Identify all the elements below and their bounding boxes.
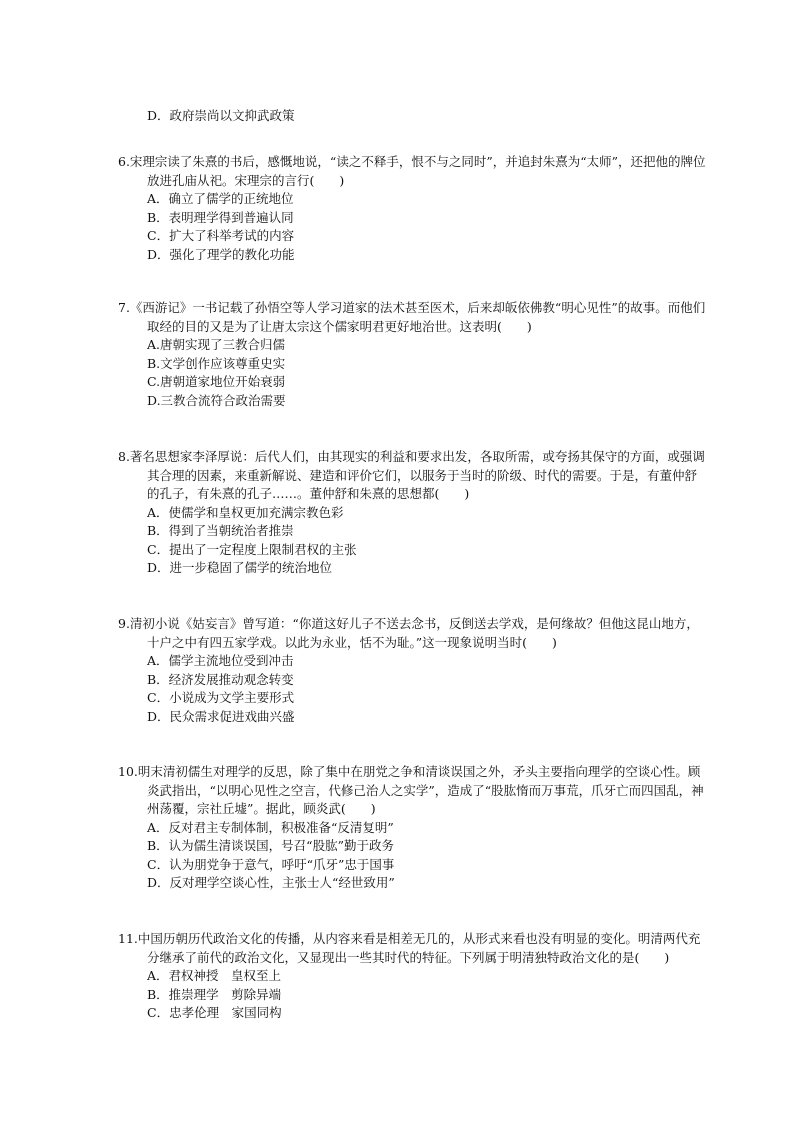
question-7-option-a: A.唐朝实现了三教合归儒 [147, 337, 286, 352]
question-7-stem: 7.《西游记》一书记载了孙悟空等人学习道家的法术甚至医术，后来却皈依佛教“明心见性”的故事。而他们取经的目的又是为了让唐太宗这个儒家明君更好地治世。这表明( ) [118, 300, 706, 334]
question-8-option-a: A．使儒学和皇权更加充满宗教色彩 [147, 504, 344, 520]
question-11-option-b: B．推崇理学 剪除异端 [147, 986, 282, 1002]
question-11-option-a: A．君权神授 皇权至上 [147, 968, 282, 983]
question-7 [118, 299, 708, 410]
question-6-option-a: A．确立了儒学的正统地位 [147, 191, 294, 206]
question-6-stem: 6.宋理宗读了朱熹的书后，感慨地说，“读之不释手，恨不与之同时”，并追封朱熹为“太师”，还把他的牌位放进孔庙从祀。宋理宗的言行( ) [118, 154, 706, 188]
question-10-option-c: C．认为朋党争于意气，呼吁“爪牙”忠于国事 [147, 856, 395, 872]
question-9-option-b: B．经济发展推动观念转变 [147, 671, 294, 687]
question-7-option-d: D.三教合流符合政治需要 [147, 392, 286, 408]
question-7-option-b: B.文学创作应该尊重史实 [147, 355, 286, 371]
question-11-option-c: C．忠孝伦理 家国同构 [147, 1005, 282, 1020]
question-8-stem: 8.著名思想家李泽厚说：后代人们，由其现实的利益和要求出发，各取所需，或夸扬其保守的方面，或强调其合理的因素，来重新解说、建造和评价它们，以服务于当时的阶级、时代的需要。于是，有董仲舒的孔子，有朱熹的孔子……。董仲舒和朱熹的思想都( ) [118, 449, 705, 501]
question-6-option-c: C．扩大了科举考试的内容 [147, 228, 295, 243]
question-9 [118, 615, 708, 726]
question-8-option-d: D．进一步稳固了儒学的统治地位 [147, 560, 333, 575]
question-10-option-a: A．反对君主专制体制，积极准备“反清复明” [147, 819, 394, 835]
question-6-option-d: D．强化了理学的教化功能 [147, 246, 295, 262]
question-10-stem: 10.明末清初儒生对理学的反思，除了集中在朋党之争和清谈误国之外，矛头主要指向理学的空谈心性。顾炎武指出，“以明心见性之空言，代修己治人之实学”，造成了“股肱惰而万事荒，爪牙亡而四国乱，神州荡覆，宗社丘墟”。据此，顾炎武( ) [118, 764, 704, 816]
question-9-option-c: C．小说成为文学主要形式 [147, 690, 295, 705]
question-10 [118, 763, 708, 893]
question-9-option-a: A．儒学主流地位受到冲击 [147, 653, 294, 668]
question-8 [118, 448, 708, 578]
question-11 [118, 930, 708, 1023]
question-5-option-d: D．政府崇尚以文抑武政策 [147, 107, 295, 123]
question-6-option-b: B．表明理学得到普遍认同 [147, 209, 294, 225]
question-10-option-b: B．认为儒生清谈误国，号召“股肱”勤于政务 [147, 838, 394, 853]
question-11-stem: 11.中国历朝历代政治文化的传播，从内容来看是相差无几的，从形式来看也没有明显的变化。明清两代充分继承了前代的政治文化，又显现出一些其时代的特征。下列属于明清独特政治文化的是( ) [118, 931, 701, 965]
question-6 [118, 153, 708, 264]
question-9-option-d: D．民众需求促进戏曲兴盛 [147, 708, 295, 724]
question-9-stem: 9.清初小说《姑妄言》曾写道：“你道这好儿子不送去念书，反倒送去学戏，是何缘故？但他这昆山地方，十户之中有四五家学戏。以此为永业，恬不为耻。”这一现象说明当时( ) [118, 616, 699, 650]
question-8-option-c: C．提出了一定程度上限制君权的主张 [147, 541, 357, 557]
question-8-option-b: B．得到了当朝统治者推崇 [147, 523, 294, 538]
question-10-option-d: D．反对理学空谈心性，主张士人“经世致用” [147, 875, 395, 890]
question-7-option-c: C.唐朝道家地位开始衰弱 [147, 374, 286, 389]
